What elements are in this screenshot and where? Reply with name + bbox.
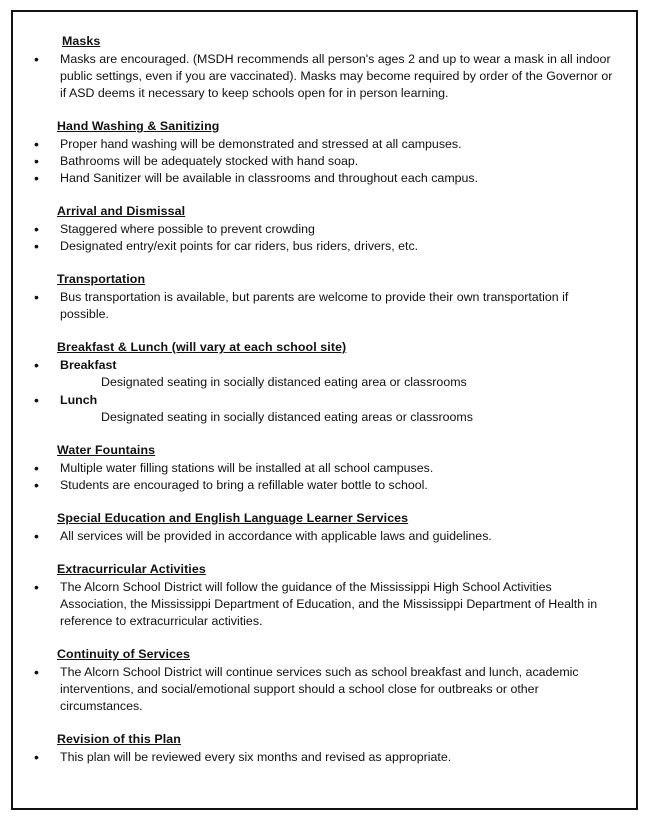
meal-breakfast bbox=[28, 357, 624, 391]
list-item: • This plan will be reviewed every six months and revised as appropriate. bbox=[28, 749, 624, 766]
section-heading: Special Education and English Language Learner Services bbox=[57, 511, 409, 525]
list-item: • Proper hand washing will be demonstrated and stressed at all campuses. bbox=[28, 136, 624, 153]
list-item: • Hand Sanitizer will be available in classrooms and throughout each campus. bbox=[28, 170, 624, 187]
section-heading: Extracurricular Activities bbox=[57, 562, 206, 576]
section-special-education bbox=[28, 510, 624, 545]
section-hand-washing bbox=[28, 118, 624, 187]
bullet-list bbox=[28, 528, 624, 545]
section-water-fountains bbox=[28, 442, 624, 494]
section-heading: Revision of this Plan bbox=[57, 732, 181, 746]
section-continuity bbox=[28, 646, 624, 715]
meal-lunch bbox=[28, 392, 624, 426]
bullet-list bbox=[28, 579, 624, 630]
section-heading: Masks bbox=[62, 34, 101, 48]
list-item: • Staggered where possible to prevent crowding bbox=[28, 221, 624, 238]
list-item: • The Alcorn School District will continue services such as school breakfast and lunch, academic interventions, and social/emotional support should a school close for outbreaks or other circumstances. bbox=[28, 664, 624, 715]
section-heading: Hand Washing & Sanitizing bbox=[57, 119, 220, 133]
section-breakfast-lunch bbox=[28, 339, 624, 426]
sub-item-desc: Designated seating in socially distanced eating area or classrooms bbox=[101, 375, 467, 389]
bullet-list bbox=[28, 460, 624, 494]
list-item: • Bathrooms will be adequately stocked with hand soap. bbox=[28, 153, 624, 170]
section-heading: Breakfast & Lunch (will vary at each school site) bbox=[57, 340, 347, 354]
list-item: • Students are encouraged to bring a refillable water bottle to school. bbox=[28, 477, 624, 494]
section-arrival-dismissal bbox=[28, 203, 624, 255]
section-heading: Continuity of Services bbox=[57, 647, 191, 661]
bullet-list bbox=[28, 664, 624, 715]
section-masks bbox=[28, 33, 624, 102]
section-transportation bbox=[28, 271, 624, 323]
list-item: • The Alcorn School District will follow the guidance of the Mississippi High School Activities Association, the Mississippi Department of Education, and the Mississippi Department of Health in reference to extracurricular activities. bbox=[28, 579, 624, 630]
sub-item-label: • Breakfast bbox=[28, 357, 624, 374]
section-heading: Arrival and Dismissal bbox=[57, 204, 186, 218]
bullet-list bbox=[28, 289, 624, 323]
bullet-list bbox=[28, 749, 624, 766]
list-item: • Multiple water filling stations will be installed at all school campuses. bbox=[28, 460, 624, 477]
section-extracurricular bbox=[28, 561, 624, 630]
bullet-list bbox=[28, 136, 624, 187]
section-revision bbox=[28, 731, 624, 766]
section-heading: Water Fountains bbox=[57, 443, 156, 457]
document-body bbox=[28, 33, 624, 782]
list-item: • Designated entry/exit points for car riders, bus riders, drivers, etc. bbox=[28, 238, 624, 255]
bullet-list bbox=[28, 221, 624, 255]
sub-item-desc: Designated seating in socially distanced eating areas or classrooms bbox=[101, 410, 473, 424]
bullet-list bbox=[28, 51, 624, 102]
list-item: • Bus transportation is available, but parents are welcome to provide their own transportation if possible. bbox=[28, 289, 624, 323]
section-heading: Transportation bbox=[57, 272, 146, 286]
list-item: • All services will be provided in accordance with applicable laws and guidelines. bbox=[28, 528, 624, 545]
list-item: • Masks are encouraged. (MSDH recommends all person's ages 2 and up to wear a mask in all indoor public settings, even if you are vaccinated). Masks may become required by order of the Governor or if ASD deems it necessary to keep schools open for in person learning. bbox=[28, 51, 624, 102]
sub-item-label: • Lunch bbox=[28, 392, 624, 409]
